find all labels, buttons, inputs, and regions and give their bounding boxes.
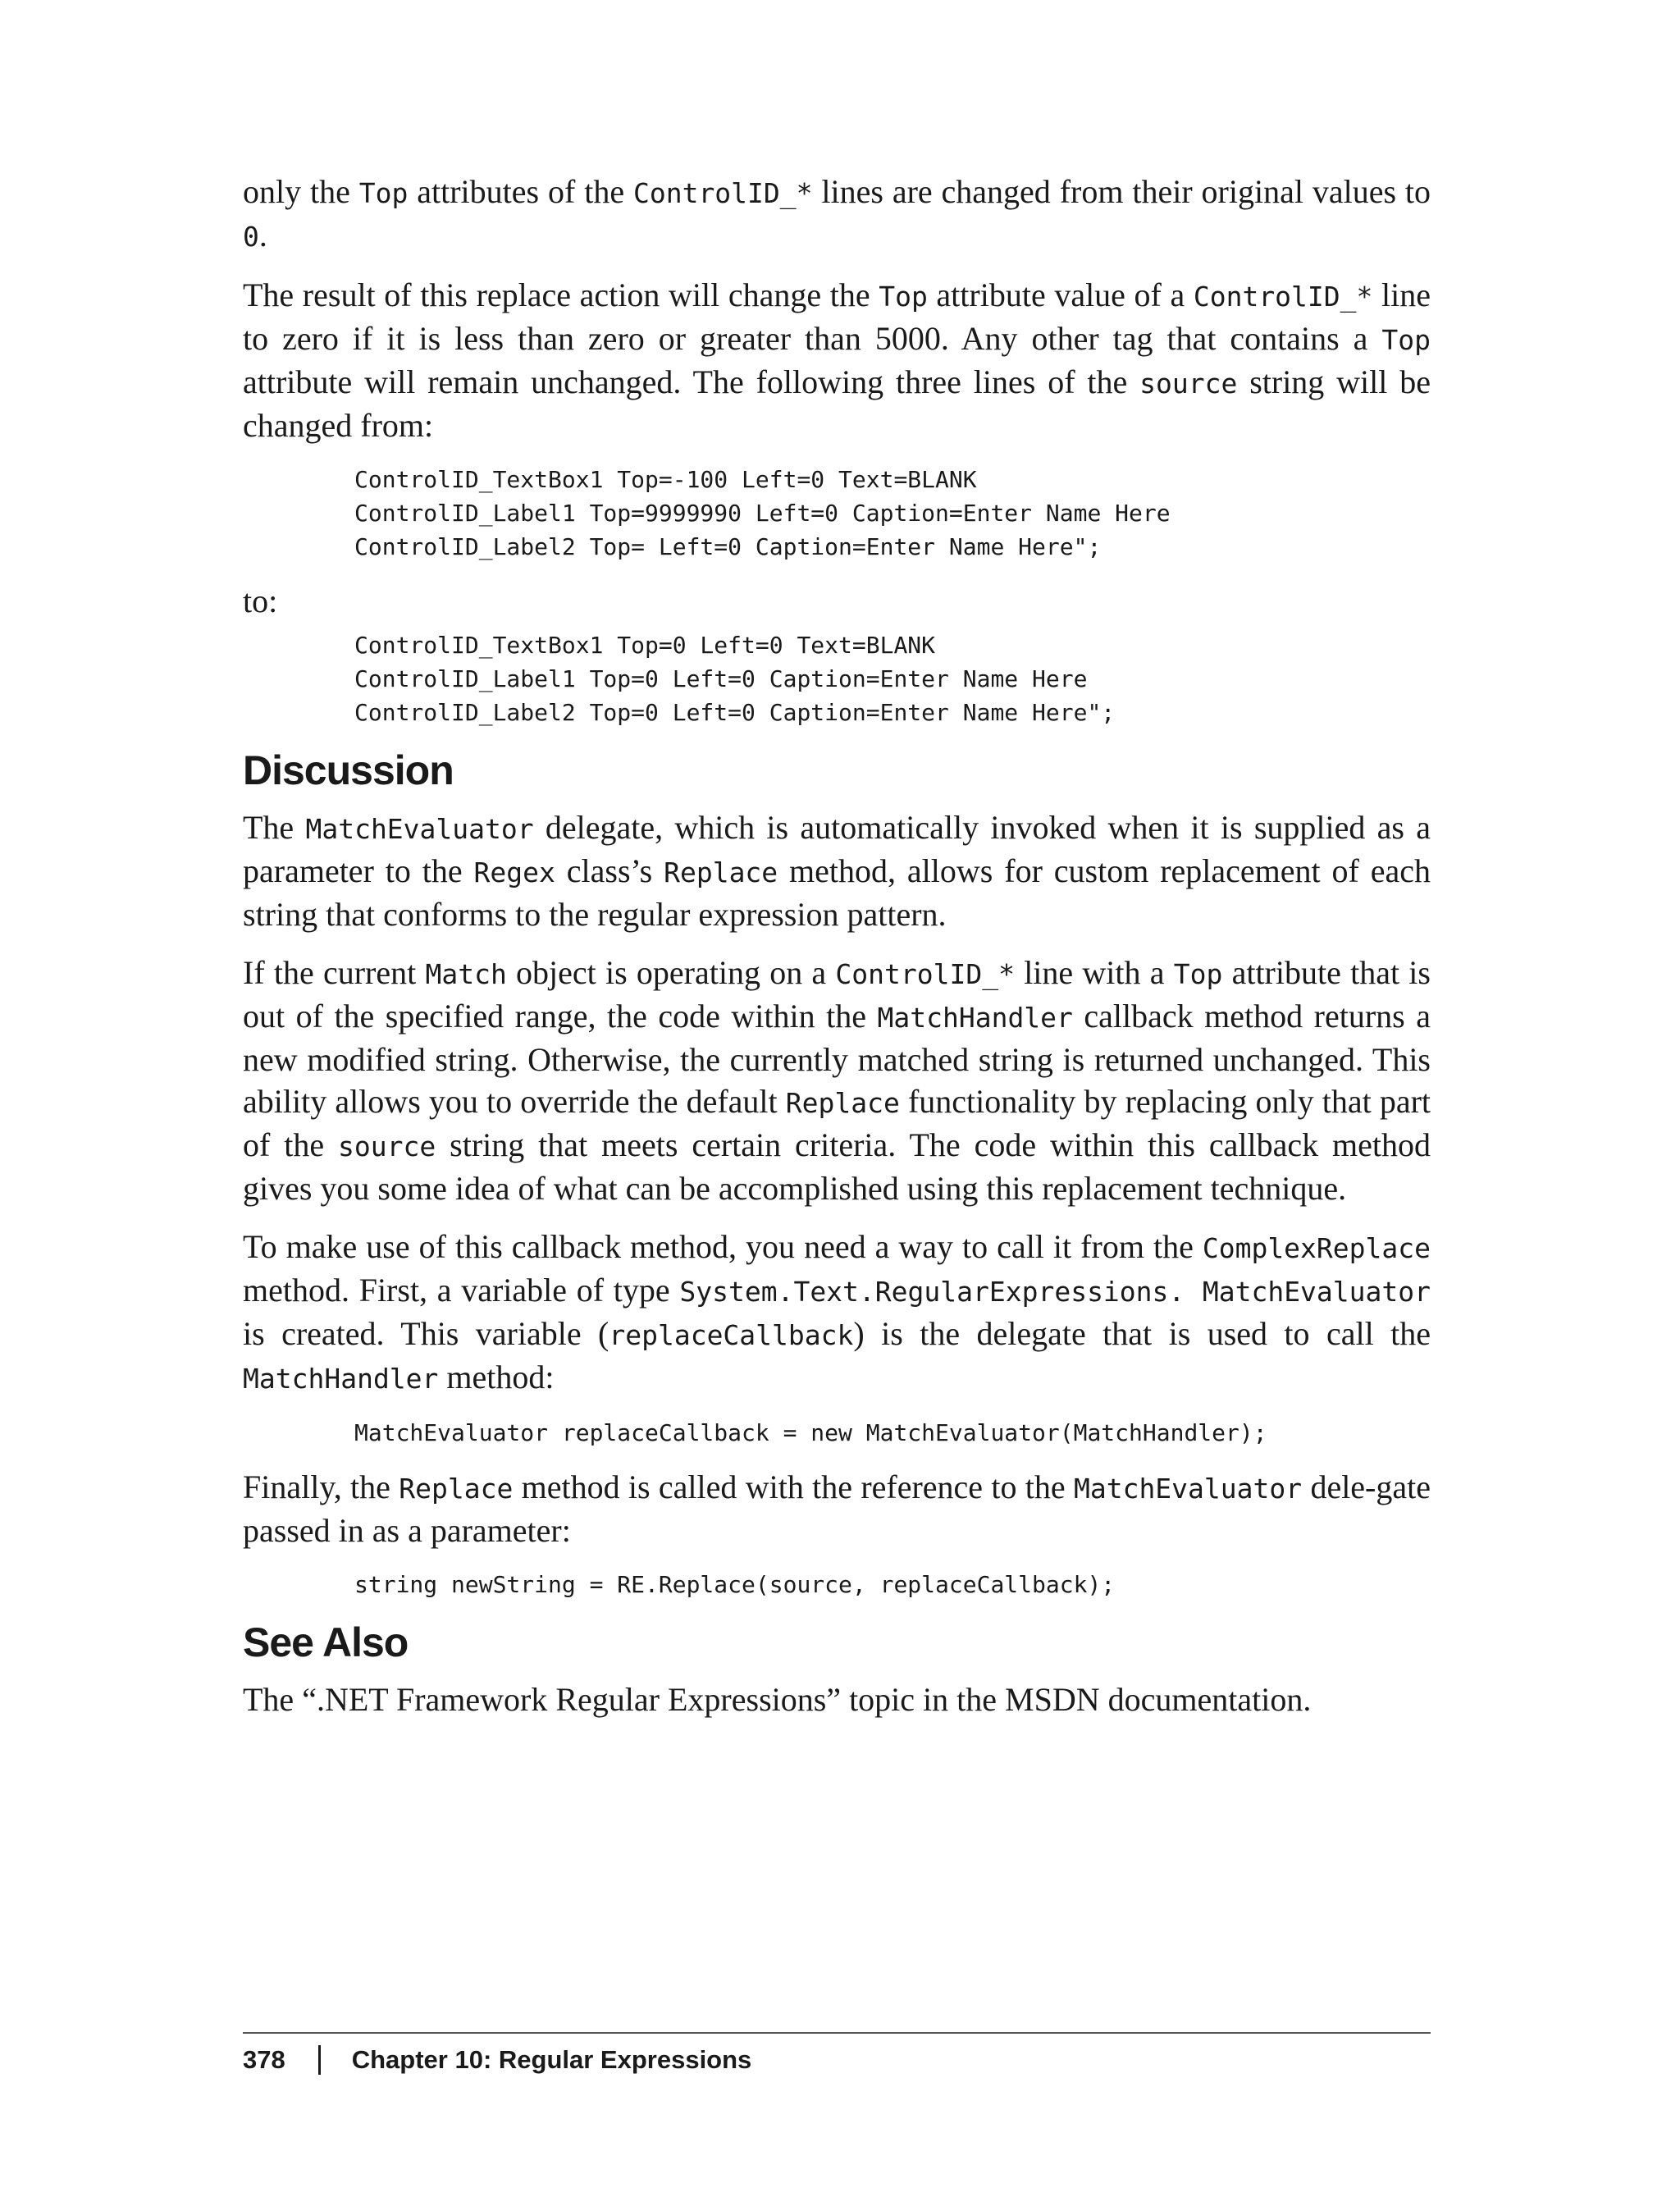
- text-run: string will be changed from:: [243, 363, 1431, 444]
- inline-code: Replace: [399, 1473, 514, 1505]
- code-block-replace: [354, 1568, 1431, 1601]
- inline-code: Match: [425, 958, 507, 990]
- text-run: line to zero if it is less than zero or greater than 5000. Any other tag that contains a: [243, 276, 1431, 357]
- page-footer: [243, 2040, 751, 2080]
- text-run: Finally, the: [243, 1468, 399, 1505]
- text-run: attribute value of a: [927, 276, 1194, 313]
- paragraph-discussion-4: [243, 1466, 1431, 1551]
- text-run: .: [258, 217, 267, 253]
- text-run: The “.NET Framework Regular Expressions” topic in the MSDN documentation.: [243, 1681, 1312, 1718]
- inline-code: Regex: [473, 856, 555, 888]
- text-run: If the current: [243, 954, 426, 991]
- paragraph-result: [243, 274, 1431, 446]
- inline-code: Top: [1381, 324, 1431, 356]
- text-run: method:: [438, 1359, 555, 1395]
- text-run: callback method returns a new modified string. Otherwise, the currently matched string is returned unchanged. This ability allows you to override the default: [243, 998, 1431, 1120]
- text-run: delegate, which is automatically invoked when it is supplied as a parameter to the: [243, 809, 1431, 889]
- to-label: to:: [243, 582, 278, 619]
- text-run: method. First, a variable of type: [243, 1272, 680, 1309]
- code-line: ControlID_Label1 Top=0 Left=0 Caption=Enter Name Here: [354, 665, 1088, 692]
- inline-code: ControlID_*: [1193, 281, 1373, 313]
- paragraph-see-also: [243, 1678, 1431, 1720]
- page-number: 378: [243, 2045, 285, 2074]
- text-run: attribute that is out of the specified range, the code within the: [243, 954, 1431, 1034]
- code-line: ControlID_TextBox1 Top=0 Left=0 Text=BLANK: [354, 632, 936, 659]
- inline-code: MatchEvaluator: [1073, 1473, 1303, 1505]
- inline-code: MatchEvaluator: [305, 813, 534, 845]
- inline-code: Top: [358, 177, 409, 209]
- chapter-title: Chapter 10: Regular Expressions: [351, 2045, 752, 2074]
- inline-code: MatchHandler: [243, 1363, 439, 1395]
- inline-code: ControlID_*: [632, 177, 813, 209]
- paragraph-discussion-1: [243, 806, 1431, 935]
- text-run: The result of this replace action will change the: [243, 276, 879, 313]
- inline-code: source: [1139, 368, 1238, 400]
- text-run: method is called with the reference to the: [513, 1468, 1074, 1505]
- inline-code: source: [338, 1130, 436, 1162]
- inline-code: Replace: [664, 856, 778, 888]
- text-run: dele-gate passed in as a parameter:: [243, 1468, 1431, 1549]
- inline-code: Top: [879, 281, 928, 313]
- inline-code: MatchHandler: [877, 1002, 1073, 1034]
- paragraph-discussion-2: [243, 952, 1431, 1209]
- text-run: method, allows for custom replacement of each string that conforms to the regular expression pattern.: [243, 852, 1431, 933]
- text-run: only the: [243, 173, 359, 210]
- inline-code: ComplexReplace: [1202, 1232, 1431, 1264]
- text-run: is created. This variable (: [243, 1315, 609, 1352]
- inline-code: Top: [1173, 958, 1223, 990]
- code-line: ControlID_TextBox1 Top=-100 Left=0 Text=BLANK: [354, 466, 977, 493]
- text-run: lines are changed from their original values to: [812, 173, 1431, 210]
- text-run: To make use of this callback method, you need a way to call it from the: [243, 1228, 1203, 1265]
- heading-discussion: Discussion: [243, 747, 454, 793]
- text-run: line with a: [1014, 954, 1174, 991]
- text-run: attributes of the: [408, 173, 633, 210]
- inline-code: System.Text.RegularExpressions. MatchEvaluator: [679, 1276, 1431, 1308]
- paragraph-intro: [243, 171, 1431, 258]
- paragraph-discussion-3: [243, 1226, 1431, 1400]
- inline-code: Replace: [785, 1087, 900, 1119]
- text-run: attribute will remain unchanged. The following three lines of the: [243, 363, 1140, 400]
- footer-separator: [318, 2045, 321, 2075]
- code-block-modified: [354, 628, 1431, 729]
- text-run: class’s: [555, 852, 664, 889]
- inline-code: ControlID_*: [835, 958, 1015, 990]
- text-run: functionality by replacing only that part of the: [243, 1083, 1431, 1163]
- text-run: string that meets certain criteria. The code within this callback method gives you some idea of what can be accomplished using this replacement technique.: [243, 1126, 1431, 1207]
- code-line: ControlID_Label1 Top=9999990 Left=0 Caption=Enter Name Here: [354, 500, 1171, 527]
- inline-code: 0: [243, 221, 259, 253]
- code-block-delegate: [354, 1416, 1431, 1450]
- code-line: string newString = RE.Replace(source, replaceCallback);: [354, 1571, 1116, 1598]
- text-run: object is operating on a: [506, 954, 836, 991]
- heading-see-also: See Also: [243, 1619, 409, 1665]
- page-body: [243, 171, 1431, 1737]
- footer-rule: [243, 2032, 1431, 2034]
- text-run: The: [243, 809, 306, 846]
- code-block-original: [354, 463, 1431, 564]
- code-line: ControlID_Label2 Top= Left=0 Caption=Enter Name Here";: [354, 533, 1102, 560]
- inline-code: replaceCallback: [609, 1319, 854, 1351]
- code-line: MatchEvaluator replaceCallback = new MatchEvaluator(MatchHandler);: [354, 1419, 1267, 1446]
- code-line: ControlID_Label2 Top=0 Left=0 Caption=Enter Name Here";: [354, 699, 1116, 726]
- text-run: ) is the delegate that is used to call the: [853, 1315, 1431, 1352]
